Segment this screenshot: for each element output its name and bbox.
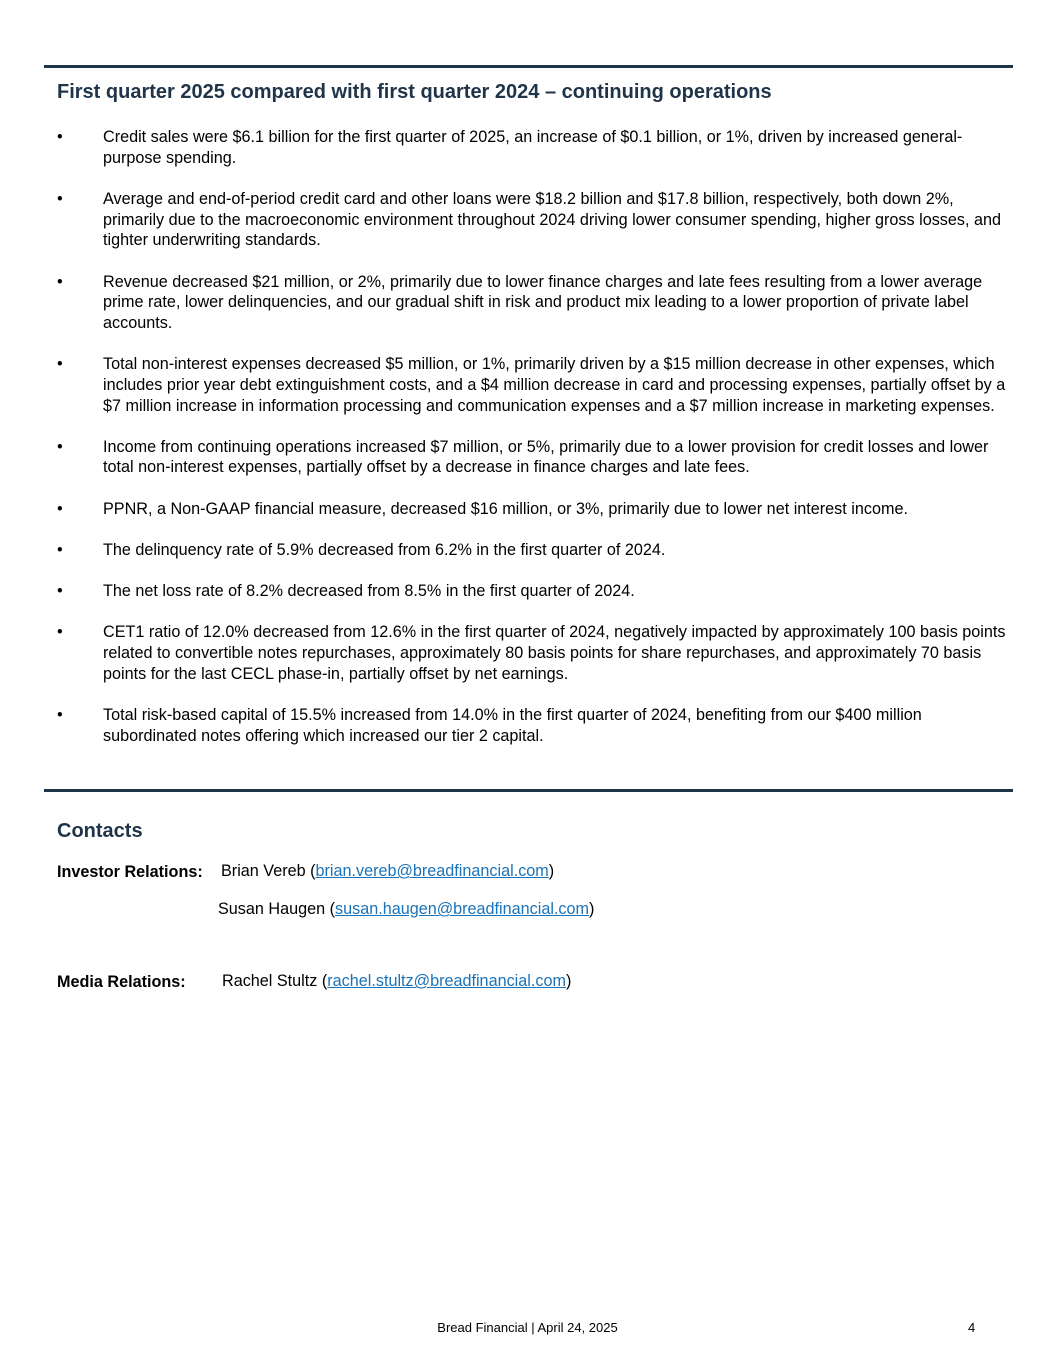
list-item [57,272,1007,334]
section-divider [44,789,1013,792]
media-relations-row [57,972,186,992]
contacts-title: Contacts [57,820,143,842]
list-item [57,540,1007,561]
investor-contact-2: Susan Haugen (susan.haugen@breadfinancial.com) [218,900,595,918]
bullet-text: Income from continuing operations increased $7 million, or 5%, primarily due to a lower provision for credit losses and lower total non-interest expenses, partially offset by a decrease in finance charges and late fees. [103,437,989,477]
top-divider [44,65,1013,68]
bullet-text: Credit sales were $6.1 billion for the first quarter of 2025, an increase of $0.1 billion, or 1%, driven by increased general-purpose spending. [103,128,963,167]
list-item [57,622,1007,684]
bullet-text: CET1 ratio of 12.0% decreased from 12.6% in the first quarter of 2024, negatively impacted by approximately 100 basis points related to convertible notes repurchases, approximately 80 basis points for share repurchases, and approximately 70 basis points for the last CECL phase-in, partially offset by net earnings. [103,623,1006,683]
investor-contact-1: Brian Vereb (brian.vereb@breadfinancial.com) [221,862,555,880]
bullet-text: Revenue decreased $21 million, or 2%, primarily due to lower finance charges and late fees resulting from a lower average prime rate, lower delinquencies, and our gradual shift in risk and product mix leading to a lower proportion of private label accounts. [103,272,983,332]
bullet-icon: • [57,705,63,724]
contact-name: Susan Haugen [218,900,326,918]
bullet-icon: • [57,582,63,601]
list-item [57,705,1007,746]
contact-name: Brian Vereb [221,862,306,880]
contact-email-link[interactable]: brian.vereb@breadfinancial.com [315,862,549,880]
list-item [57,499,1007,520]
investor-relations-label: Investor Relations: [57,863,203,881]
bullet-icon: • [57,499,63,518]
list-item [57,189,1007,251]
contact-email-link[interactable]: susan.haugen@breadfinancial.com [335,900,590,918]
contact-name: Rachel Stultz [222,972,318,990]
bullet-text: Average and end-of-period credit card and other loans were $18.2 billion and $17.8 billion, respectively, both down 2%, primarily due to the macroeconomic environment throughout 2024 driving lower consumer spending, higher gross losses, and tighter underwriting standards. [103,189,1001,250]
list-item [57,437,1007,478]
bullet-icon: • [57,437,63,456]
bullet-text: The net loss rate of 8.2% decreased from 8.5% in the first quarter of 2024. [103,582,635,601]
bullet-text: PPNR, a Non-GAAP financial measure, decreased $16 million, or 3%, primarily due to lower net interest income. [103,499,908,518]
bullet-icon: • [57,540,63,559]
section-title: First quarter 2025 compared with first quarter 2024 – continuing operations [57,81,772,103]
investor-relations-row [57,862,203,882]
bullet-icon: • [57,272,63,291]
page-number: 4 [968,1320,976,1335]
bullet-icon: • [57,623,63,642]
bullet-text: Total risk-based capital of 15.5% increased from 14.0% in the first quarter of 2024, benefiting from our $400 million subordinated notes offering which increased our tier 2 capital. [103,705,922,745]
bullet-text: The delinquency rate of 5.9% decreased from 6.2% in the first quarter of 2024. [103,540,666,559]
bullet-icon: • [57,189,63,208]
bullet-text: Total non-interest expenses decreased $5 million, or 1%, primarily driven by a $15 million decrease in other expenses, which includes prior year debt extinguishment costs, and a $4 million decrease in card and processing expenses, partially offset by a $7 million increase in information processing and communication expenses and a $7 million increase in marketing expenses. [103,355,1006,415]
bullet-icon: • [57,128,63,146]
media-relations-label: Media Relations: [57,973,186,991]
page-footer: Bread Financial | April 24, 2025 [437,1320,618,1335]
list-item [57,127,1007,168]
list-item [57,354,1007,416]
media-contact-1: Rachel Stultz (rachel.stultz@breadfinancial.com) [222,972,572,990]
list-item [57,581,1007,602]
contact-email-link[interactable]: rachel.stultz@breadfinancial.com [327,972,566,990]
bullet-icon: • [57,355,63,374]
highlights-list [57,127,1007,767]
